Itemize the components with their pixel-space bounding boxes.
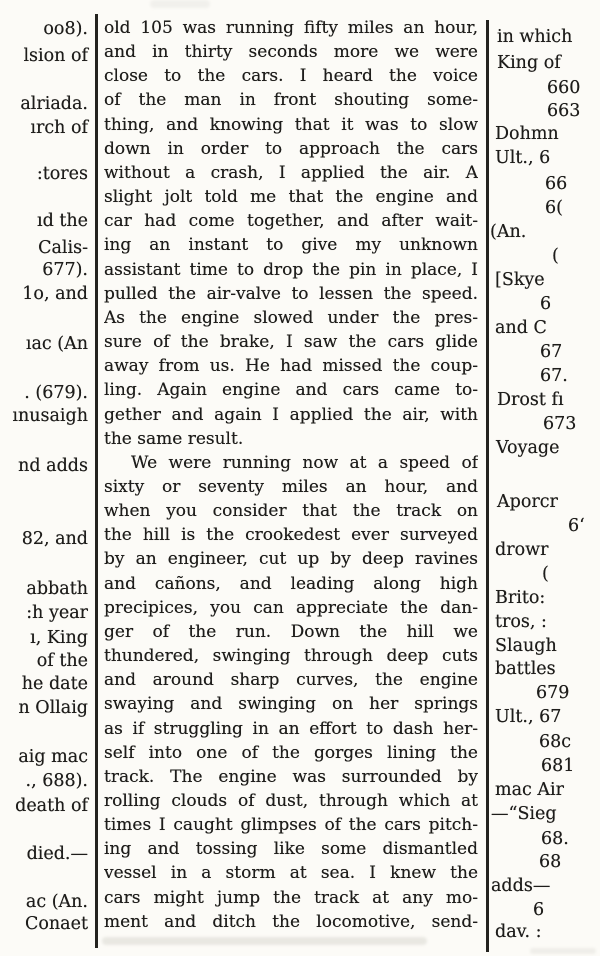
- left-fragment: ırch of: [30, 118, 88, 138]
- left-fragment: ıac (An: [25, 334, 88, 354]
- scan-smudge: [530, 948, 596, 954]
- right-fragment: Dohmn: [495, 124, 559, 144]
- text-line: We were running now at a speed of: [131, 452, 478, 473]
- right-column-fragments: [489, 0, 600, 956]
- text-line: old 105 was running fifty miles an hour,: [104, 18, 478, 38]
- right-fragment: (: [542, 564, 549, 584]
- right-fragment: 6‘: [568, 516, 585, 536]
- left-fragment: ., 688).: [25, 771, 88, 791]
- left-column-fragments: [0, 0, 90, 956]
- text-line: swaying and swinging on her springs: [104, 694, 478, 715]
- text-line: down in order to approach the cars: [104, 138, 478, 159]
- right-fragment: 68c: [539, 732, 572, 752]
- right-fragment: 68: [539, 852, 562, 872]
- right-fragment: 66: [545, 174, 568, 194]
- right-fragment: Aporcr: [497, 492, 558, 512]
- right-fragment: 681: [541, 756, 575, 776]
- text-line: of the man in front shouting some-: [104, 90, 478, 111]
- right-fragment: 663: [547, 101, 581, 121]
- right-fragment: —“Sieg: [491, 804, 557, 824]
- right-fragment: Slaugh: [495, 636, 557, 656]
- text-line: and around sharp curves, the engine: [104, 670, 478, 691]
- left-fragment: Conaet: [24, 914, 88, 934]
- text-line: cars might jump the track at any mo-: [104, 887, 478, 908]
- text-line: as if struggling in an effort to dash her-: [104, 718, 478, 739]
- left-fragment: 82, and: [21, 529, 88, 549]
- text-line: ling. Again engine and cars came to-: [104, 380, 478, 401]
- right-fragment: 67.: [540, 366, 568, 386]
- text-line: thing, and knowing that it was to slow: [104, 114, 478, 135]
- text-line: without a crash, I applied the air. A: [104, 162, 478, 183]
- text-line: times I caught glimpses of the cars pitch-: [104, 815, 478, 836]
- text-line: close to the cars. I heard the voice: [104, 66, 478, 87]
- text-line: sure of the brake, I saw the cars glide: [104, 332, 478, 353]
- text-line: precipices, you can appreciate the dan-: [104, 597, 478, 618]
- text-line: As the engine slowed under the pres-: [104, 307, 478, 328]
- column-rule-left: [95, 14, 98, 948]
- right-fragment: battles: [495, 659, 556, 679]
- left-fragment: :tores: [36, 164, 88, 184]
- right-fragment: and C: [495, 318, 547, 338]
- text-line: by an engineer, cut up by deep ravines: [104, 549, 478, 570]
- right-fragment: drowr: [495, 540, 549, 560]
- text-line: thundered, swinging through deep cuts: [104, 646, 478, 667]
- right-fragment: [Skye: [495, 270, 545, 290]
- right-fragment: tros, :: [495, 612, 547, 632]
- text-line: the same result.: [104, 428, 244, 449]
- text-line: slight jolt told me that the engine and: [104, 187, 478, 208]
- left-fragment: Calis-: [38, 238, 88, 258]
- text-line: self into one of the gorges lining the: [104, 742, 478, 763]
- left-fragment: n Ollaig: [18, 698, 88, 718]
- left-fragment: 677).: [42, 260, 88, 280]
- scan-smudge: [102, 937, 427, 945]
- left-fragment: ınusaigh: [12, 406, 88, 426]
- left-fragment: oo8).: [43, 19, 88, 39]
- text-line: vessel in a storm at sea. I knew the: [104, 863, 478, 884]
- text-line: rolling clouds of dust, through which at: [104, 791, 478, 811]
- left-fragment: he date: [21, 674, 88, 694]
- right-fragment: King of: [497, 53, 561, 73]
- text-line: ing and tossing like some dismantled: [104, 839, 478, 860]
- right-fragment: Brito:: [495, 588, 546, 608]
- left-fragment: ac (An.: [25, 892, 88, 912]
- right-fragment: 679: [536, 683, 570, 703]
- right-fragment: in which: [497, 27, 573, 47]
- text-line: ing an instant to give my unknown: [104, 235, 478, 256]
- right-fragment: 673: [543, 414, 577, 434]
- text-line: the hill is the crookedest ever surveyed: [104, 525, 478, 546]
- text-line: away from us. He had missed the coup-: [104, 356, 478, 377]
- right-fragment: mac Air: [495, 780, 564, 800]
- right-fragment: 68.: [541, 829, 569, 849]
- right-fragment: Ult., 67: [495, 707, 562, 727]
- text-line: ger of the run. Down the hill we: [104, 621, 478, 642]
- left-fragment: nd adds: [18, 456, 88, 476]
- right-fragment: 67: [540, 342, 563, 362]
- right-fragment: 6: [533, 900, 545, 920]
- left-fragment: of the: [36, 651, 88, 671]
- left-fragment: :h year: [26, 603, 88, 623]
- text-line: assistant time to drop the pin in place, I: [104, 259, 478, 280]
- text-line: car had come together, and after wait-: [104, 211, 478, 232]
- left-fragment: 1o, and: [22, 284, 88, 304]
- left-fragment: died.—: [26, 844, 88, 864]
- text-line: sixty or seventy miles an hour, and: [104, 476, 478, 497]
- right-fragment: 6(: [545, 198, 563, 218]
- right-fragment: adds—: [491, 876, 551, 896]
- right-fragment: Voyage: [496, 438, 560, 458]
- right-fragment: (An.: [490, 222, 527, 242]
- left-fragment: ı, King: [30, 628, 88, 648]
- text-line: and cañons, and leading along high: [104, 573, 478, 594]
- text-line: pulled the air-valve to lessen the speed.: [104, 283, 478, 304]
- left-fragment: death of: [15, 796, 88, 816]
- right-fragment: Drost fı: [497, 390, 564, 410]
- left-fragment: ıd the: [36, 211, 88, 231]
- right-fragment: Ult., 6: [495, 148, 551, 168]
- text-line: ment and ditch the locomotive, send-: [104, 911, 478, 932]
- right-fragment: 6: [540, 294, 552, 314]
- text-line: track. The engine was surrounded by: [104, 766, 478, 787]
- left-fragment: lsion of: [23, 46, 88, 66]
- left-fragment: . (679).: [24, 383, 88, 403]
- left-fragment: alriada.: [20, 94, 88, 114]
- text-line: when you consider that the track on: [104, 501, 478, 522]
- text-line: gether and again I applied the air, with: [104, 404, 478, 425]
- left-fragment: abbath: [26, 579, 88, 599]
- right-fragment: 660: [547, 78, 581, 98]
- right-fragment: dav. :: [495, 922, 542, 942]
- right-fragment: (: [552, 246, 559, 266]
- left-fragment: aig mac: [18, 747, 88, 767]
- scan-smudge: [150, 0, 210, 8]
- text-line: and in thirty seconds more we were: [104, 42, 478, 63]
- main-text-column: [104, 16, 478, 934]
